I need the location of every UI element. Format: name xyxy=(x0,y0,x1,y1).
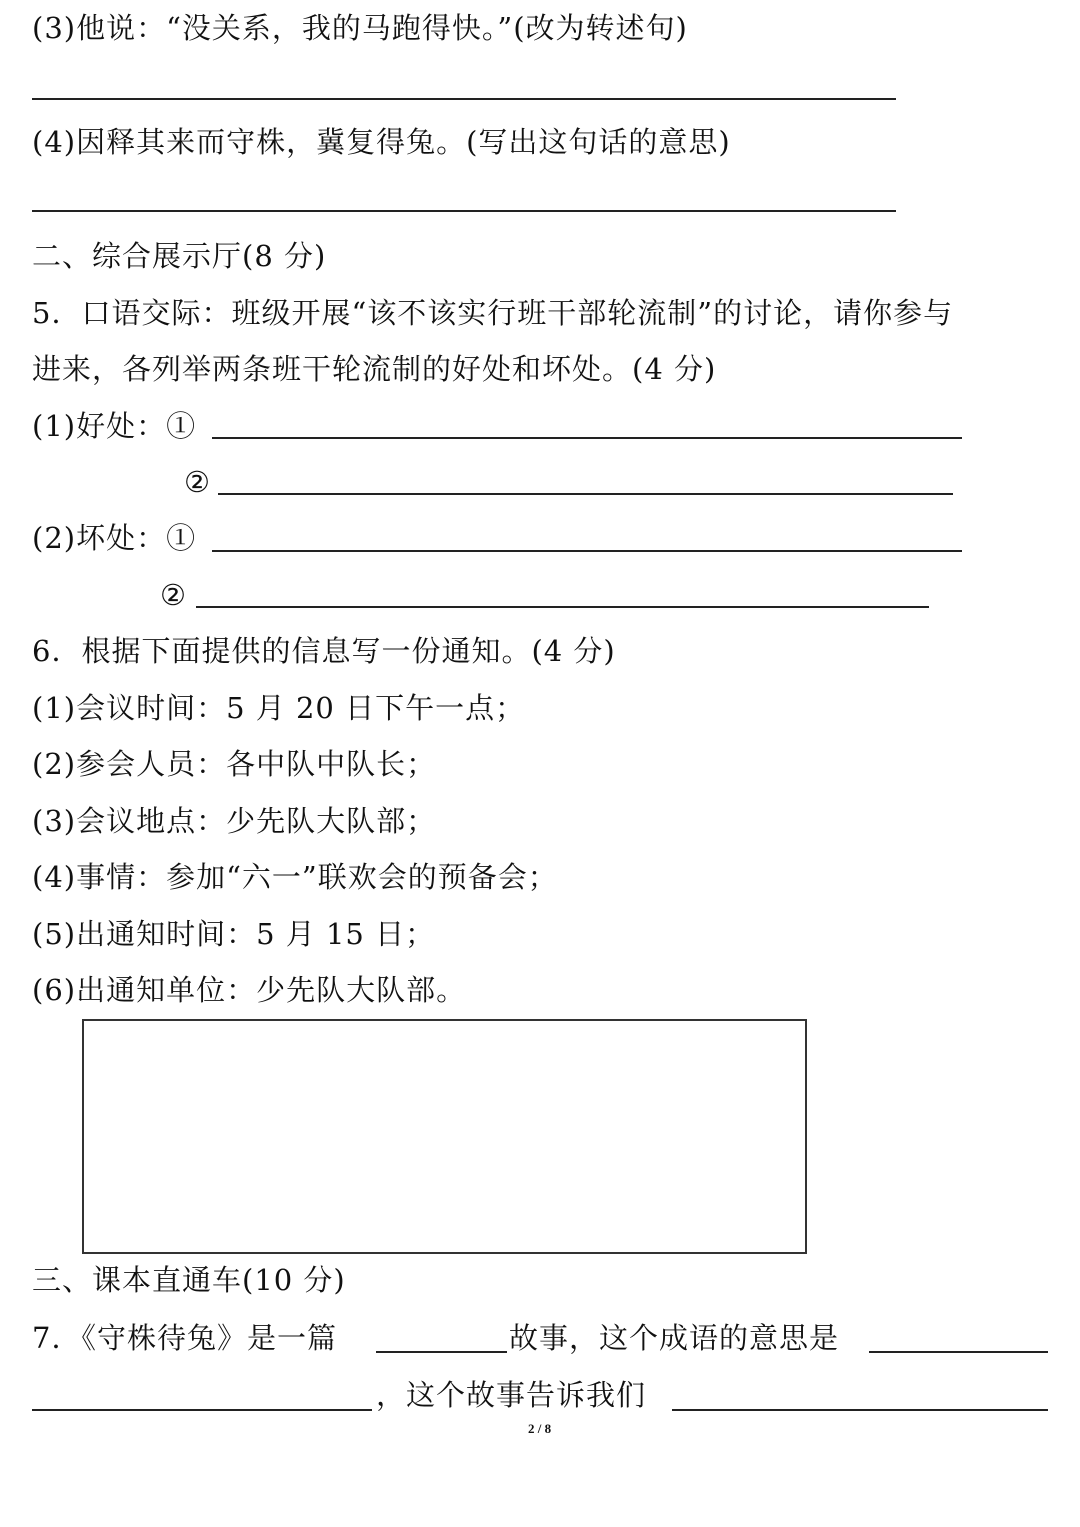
q6-item: (6)出通知单位：少先队大队部。 xyxy=(32,973,467,1007)
q4-item3-text: (3)他说：“没关系，我的马跑得快。”(改为转述句) xyxy=(32,11,688,45)
q6-item: (5)出通知时间：5 月 15 日； xyxy=(32,917,436,951)
q6-item: (1)会议时间：5 月 20 日下午一点； xyxy=(32,691,526,725)
q7-blank-meaning-start[interactable] xyxy=(869,1351,1048,1353)
q5-pros-label: (1)好处：① xyxy=(32,409,197,443)
q4-item4-answer-line[interactable] xyxy=(32,210,896,212)
q5-cons-answer-1[interactable] xyxy=(212,550,962,552)
q5-prompt-line1: 5．口语交际：班级开展“该不该实行班干部轮流制”的讨论，请你参与 xyxy=(32,296,954,330)
notice-answer-box[interactable] xyxy=(82,1019,807,1254)
q5-cons-second-marker: ② xyxy=(160,578,187,612)
q7-text-part1: 7．《守株待兔》是一篇 xyxy=(32,1321,337,1355)
q6-item: (4)事情：参加“六一”联欢会的预备会； xyxy=(32,860,558,894)
q7-blank-story-type[interactable] xyxy=(376,1351,507,1353)
q7-blank-meaning-end[interactable] xyxy=(32,1409,372,1411)
q6-item: (2)参会人员：各中队中队长； xyxy=(32,747,437,781)
page-number: 2 / 8 xyxy=(528,1421,552,1436)
q5-cons-label: (2)坏处：① xyxy=(32,521,197,555)
section2-heading: 二、综合展示厅(8 分) xyxy=(32,239,327,273)
q5-pros-second-marker: ② xyxy=(184,465,211,499)
q6-item: (3)会议地点：少先队大队部； xyxy=(32,804,437,838)
q4-item3-answer-line[interactable] xyxy=(32,98,896,100)
q7-blank-lesson[interactable] xyxy=(672,1409,1048,1411)
q5-prompt-line2: 进来，各列举两条班干轮流制的好处和坏处。(4 分) xyxy=(32,352,717,386)
q6-prompt: 6．根据下面提供的信息写一份通知。(4 分) xyxy=(32,634,616,668)
q5-cons-answer-2[interactable] xyxy=(196,606,929,608)
section3-heading: 三、课本直通车(10 分) xyxy=(32,1263,346,1297)
q5-pros-answer-2[interactable] xyxy=(218,493,953,495)
q5-pros-answer-1[interactable] xyxy=(212,437,962,439)
q7-text-part2: 故事，这个成语的意思是 xyxy=(509,1321,840,1355)
q4-item4-text: (4)因释其来而守株，冀复得兔。(写出这句话的意思) xyxy=(32,125,731,159)
q7-text-part3: ，这个故事告诉我们 xyxy=(376,1378,647,1412)
